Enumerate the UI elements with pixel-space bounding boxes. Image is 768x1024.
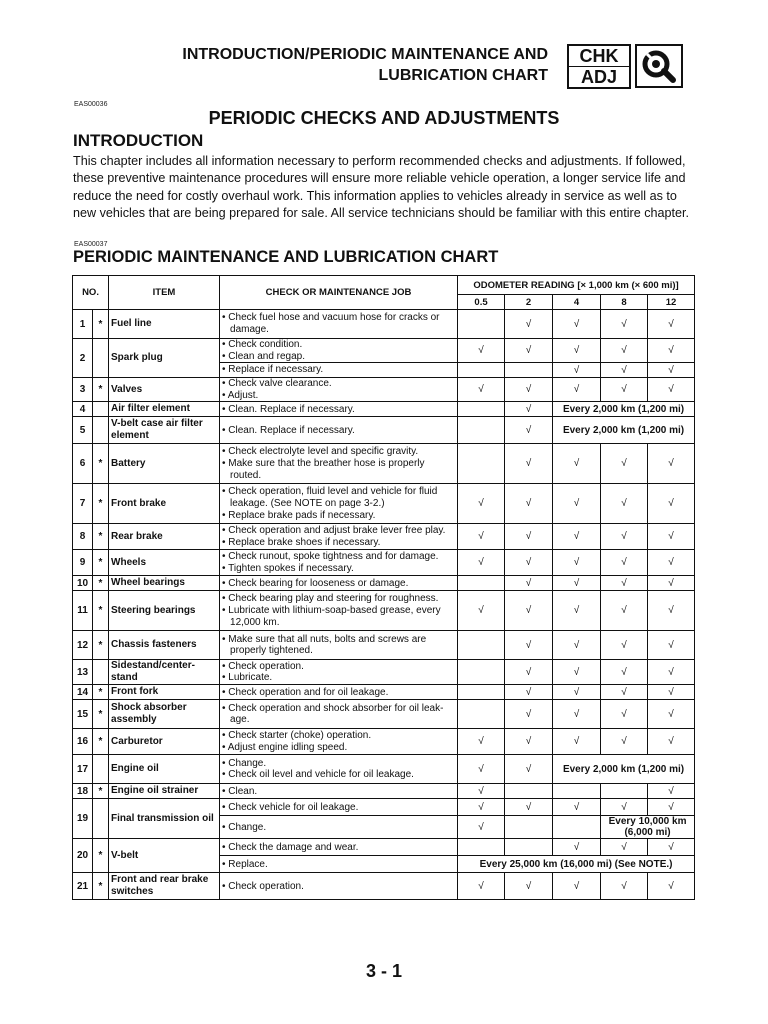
doc-code-2: EAS00037 — [74, 241, 108, 248]
check-cell: √ — [648, 799, 695, 816]
check-cell: √ — [648, 591, 695, 631]
table-row — [73, 417, 695, 444]
table-row — [73, 631, 695, 660]
job-line: • Make sure that all nuts, bolts and screws are properly tightened. — [222, 633, 427, 657]
job-line: • Check fuel hose and vacuum hose for cracks or damage. — [222, 312, 440, 335]
row-star: * — [93, 576, 109, 591]
doc-code-1: EAS00036 — [74, 101, 108, 108]
check-cell: √ — [648, 378, 695, 402]
job-line: • Adjust. — [222, 389, 259, 401]
check-cell: √ — [458, 591, 505, 631]
row-item: Valves — [109, 378, 220, 402]
table-row — [73, 576, 695, 591]
check-cell: √ — [648, 700, 695, 729]
check-cell: √ — [601, 660, 648, 685]
table-row — [73, 799, 695, 816]
check-cell — [505, 784, 553, 799]
check-cell: √ — [601, 700, 648, 729]
row-star: * — [93, 484, 109, 524]
row-number: 2 — [73, 339, 93, 378]
check-cell: √ — [458, 873, 505, 900]
check-cell: √ — [553, 524, 601, 550]
badge-chk: CHK — [567, 44, 631, 67]
table-row — [73, 729, 695, 755]
check-cell: √ — [553, 799, 601, 816]
job-line: • Change. — [222, 757, 267, 769]
odo-col: 2 — [505, 295, 553, 310]
wrench-icon — [635, 44, 683, 88]
job-line: • Clean. Replace if necessary. — [222, 403, 355, 415]
check-cell — [458, 417, 505, 444]
check-cell: √ — [505, 417, 553, 444]
check-cell: √ — [505, 755, 553, 784]
row-item: Spark plug — [109, 339, 220, 378]
check-cell: √ — [648, 339, 695, 363]
check-cell: √ — [601, 799, 648, 816]
row-job — [220, 856, 458, 873]
row-star: * — [93, 310, 109, 339]
row-star: * — [93, 839, 109, 873]
row-job — [220, 363, 458, 378]
check-cell: √ — [505, 799, 553, 816]
page-title: PERIODIC CHECKS AND ADJUSTMENTS — [208, 108, 560, 128]
check-cell: √ — [505, 402, 553, 417]
row-job — [220, 660, 458, 685]
row-star — [93, 660, 109, 685]
job-line: • Clean. — [222, 785, 258, 797]
row-job — [220, 310, 458, 339]
check-cell: √ — [648, 660, 695, 685]
check-cell — [601, 784, 648, 799]
check-cell: √ — [601, 363, 648, 378]
col-job-header: CHECK OR MAINTENANCE JOB — [220, 276, 458, 310]
check-cell: √ — [648, 444, 695, 484]
check-cell: √ — [648, 550, 695, 576]
row-number: 16 — [73, 729, 93, 755]
check-cell: √ — [601, 310, 648, 339]
job-line: • Check valve clearance. — [222, 378, 332, 390]
check-cell: √ — [505, 550, 553, 576]
row-star: * — [93, 729, 109, 755]
check-cell: √ — [648, 310, 695, 339]
check-cell: √ — [601, 339, 648, 363]
job-line: • Lubricate. — [222, 672, 273, 684]
row-number: 8 — [73, 524, 93, 550]
row-star: * — [93, 591, 109, 631]
job-line: • Replace brake shoes if necessary. — [222, 536, 381, 548]
check-cell: √ — [553, 700, 601, 729]
table-row — [73, 685, 695, 700]
job-line: • Check runout, spoke tightness and for damage. — [222, 551, 439, 563]
chart-heading: PERIODIC MAINTENANCE AND LUBRICATION CHART — [73, 248, 499, 266]
col-no-header: NO. — [73, 276, 109, 310]
check-cell: √ — [458, 816, 505, 839]
row-job — [220, 378, 458, 402]
check-cell: √ — [458, 799, 505, 816]
check-cell — [505, 839, 553, 856]
check-cell: √ — [648, 363, 695, 378]
row-number: 5 — [73, 417, 93, 444]
check-cell: √ — [553, 576, 601, 591]
header-title-line1: INTRODUCTION/PERIODIC MAINTENANCE AND — [182, 46, 548, 63]
row-item: Steering bearings — [109, 591, 220, 631]
row-job — [220, 729, 458, 755]
job-line: • Change. — [222, 821, 267, 833]
job-line: • Adjust engine idling speed. — [222, 741, 348, 753]
row-item: Sidestand/center-stand — [109, 660, 220, 685]
row-job — [220, 839, 458, 856]
check-cell — [458, 700, 505, 729]
job-line: • Check electrolyte level and specific gravity. — [222, 446, 419, 458]
row-star: * — [93, 784, 109, 799]
table-row — [73, 700, 695, 729]
table-row — [73, 755, 695, 784]
job-line: • Check condition. — [222, 339, 303, 350]
col-odometer-header: ODOMETER READING [× 1,000 km (× 600 mi)] — [458, 276, 695, 295]
job-line: • Make sure that the breather hose is properly routed. — [222, 458, 425, 481]
row-job — [220, 816, 458, 839]
check-cell: √ — [505, 576, 553, 591]
check-cell: √ — [553, 631, 601, 660]
row-number: 13 — [73, 660, 93, 685]
row-job — [220, 550, 458, 576]
job-line: • Tighten spokes if necessary. — [222, 562, 354, 574]
row-star: * — [93, 524, 109, 550]
row-star: * — [93, 631, 109, 660]
row-star: * — [93, 378, 109, 402]
check-cell: √ — [601, 685, 648, 700]
table-row — [73, 484, 695, 524]
check-cell — [458, 402, 505, 417]
row-item: Wheels — [109, 550, 220, 576]
check-cell: √ — [458, 339, 505, 363]
check-cell — [553, 784, 601, 799]
table-row — [73, 402, 695, 417]
badge-text — [567, 44, 629, 88]
row-number: 19 — [73, 799, 93, 839]
table-row — [73, 310, 695, 339]
check-cell: √ — [458, 378, 505, 402]
row-item: Engine oil strainer — [109, 784, 220, 799]
table-row — [73, 784, 695, 799]
job-line: • Check operation and for oil leakage. — [222, 686, 389, 698]
row-star — [93, 417, 109, 444]
interval-cell: Every 25,000 km (16,000 mi) (See NOTE.) — [458, 856, 695, 873]
job-line: • Check vehicle for oil leakage. — [222, 801, 359, 813]
check-cell: √ — [648, 576, 695, 591]
check-cell: √ — [553, 339, 601, 363]
odo-col: 12 — [648, 295, 695, 310]
row-job — [220, 799, 458, 816]
check-cell: √ — [553, 839, 601, 856]
table-row — [73, 524, 695, 550]
row-job — [220, 685, 458, 700]
check-cell: √ — [648, 839, 695, 856]
row-job — [220, 700, 458, 729]
row-number: 21 — [73, 873, 93, 900]
check-cell: √ — [601, 729, 648, 755]
row-star: * — [93, 550, 109, 576]
job-line: • Replace brake pads if necessary. — [222, 509, 376, 521]
job-line: • Check the damage and wear. — [222, 841, 359, 853]
check-cell: √ — [458, 755, 505, 784]
odo-col: 4 — [553, 295, 601, 310]
row-star — [93, 339, 109, 378]
interval-cell: Every 2,000 km (1,200 mi) — [553, 417, 695, 444]
row-number: 20 — [73, 839, 93, 873]
check-cell — [458, 444, 505, 484]
check-cell: √ — [458, 784, 505, 799]
row-item: Air filter element — [109, 402, 220, 417]
col-item-header: ITEM — [109, 276, 220, 310]
chk-adj-badge — [567, 44, 689, 88]
badge-adj: ADJ — [567, 66, 631, 89]
check-cell — [458, 310, 505, 339]
row-star: * — [93, 685, 109, 700]
check-cell: √ — [505, 444, 553, 484]
job-line: • Clean. Replace if necessary. — [222, 424, 355, 436]
row-number: 14 — [73, 685, 93, 700]
check-cell: √ — [505, 591, 553, 631]
check-cell: √ — [553, 363, 601, 378]
check-cell: √ — [648, 873, 695, 900]
check-cell: √ — [648, 729, 695, 755]
check-cell: √ — [601, 484, 648, 524]
check-cell — [458, 839, 505, 856]
check-cell: √ — [648, 685, 695, 700]
check-cell: √ — [505, 339, 553, 363]
row-star: * — [93, 700, 109, 729]
check-cell: √ — [458, 729, 505, 755]
row-number: 1 — [73, 310, 93, 339]
row-job — [220, 339, 458, 363]
row-star — [93, 755, 109, 784]
header-title-line2: LUBRICATION CHART — [378, 67, 548, 84]
row-number: 18 — [73, 784, 93, 799]
job-line: • Check operation and adjust brake lever free play. — [222, 525, 446, 537]
row-item: Final transmission oil — [109, 799, 220, 839]
check-cell: √ — [553, 378, 601, 402]
odo-col: 8 — [601, 295, 648, 310]
check-cell: √ — [553, 685, 601, 700]
check-cell: √ — [648, 484, 695, 524]
check-cell: √ — [505, 685, 553, 700]
job-line: • Lubricate with lithium-soap-based grease, every 12,000 km. — [222, 605, 441, 628]
row-star — [93, 402, 109, 417]
check-cell: √ — [601, 378, 648, 402]
row-star: * — [93, 873, 109, 900]
job-line: • Check operation and shock absorber for oil leak-age. — [222, 702, 444, 726]
check-cell: √ — [505, 660, 553, 685]
row-item: Engine oil — [109, 755, 220, 784]
check-cell: √ — [458, 524, 505, 550]
job-line: • Check starter (choke) operation. — [222, 730, 372, 742]
row-item: Rear brake — [109, 524, 220, 550]
row-item: Shock absorber assembly — [109, 700, 220, 729]
table-row — [73, 550, 695, 576]
check-cell: √ — [648, 524, 695, 550]
check-cell — [553, 816, 601, 839]
row-number: 12 — [73, 631, 93, 660]
check-cell — [505, 816, 553, 839]
table-row — [73, 839, 695, 856]
check-cell: √ — [505, 873, 553, 900]
table-row — [73, 591, 695, 631]
check-cell: √ — [553, 444, 601, 484]
intro-heading: INTRODUCTION — [73, 131, 204, 150]
row-number: 15 — [73, 700, 93, 729]
check-cell: √ — [553, 729, 601, 755]
check-cell: √ — [505, 524, 553, 550]
row-number: 3 — [73, 378, 93, 402]
check-cell: √ — [458, 484, 505, 524]
check-cell: √ — [553, 310, 601, 339]
row-item: V-belt case air filter element — [109, 417, 220, 444]
check-cell: √ — [553, 660, 601, 685]
row-item: V-belt — [109, 839, 220, 873]
check-cell: √ — [505, 310, 553, 339]
check-cell: √ — [601, 576, 648, 591]
check-cell: √ — [601, 631, 648, 660]
job-line: • Replace. — [222, 858, 268, 870]
row-job — [220, 417, 458, 444]
row-job — [220, 755, 458, 784]
check-cell: √ — [458, 550, 505, 576]
row-number: 4 — [73, 402, 93, 417]
check-cell: √ — [505, 700, 553, 729]
row-item: Carburetor — [109, 729, 220, 755]
row-job — [220, 576, 458, 591]
row-number: 6 — [73, 444, 93, 484]
row-number: 11 — [73, 591, 93, 631]
check-cell — [458, 685, 505, 700]
job-line: • Check operation. — [222, 660, 304, 672]
job-line: • Check oil level and vehicle for oil leakage. — [222, 769, 414, 781]
row-job — [220, 873, 458, 900]
job-line: • Check operation, fluid level and vehicle for fluid leakage. (See NOTE on page 3-2.) — [222, 486, 438, 510]
row-job — [220, 402, 458, 417]
check-cell: √ — [553, 873, 601, 900]
header-title — [28, 44, 548, 86]
row-number: 9 — [73, 550, 93, 576]
check-cell: √ — [648, 631, 695, 660]
check-cell — [458, 631, 505, 660]
row-item: Chassis fasteners — [109, 631, 220, 660]
row-number: 7 — [73, 484, 93, 524]
row-number: 17 — [73, 755, 93, 784]
row-item: Front brake — [109, 484, 220, 524]
check-cell — [458, 576, 505, 591]
row-star: * — [93, 444, 109, 484]
row-job — [220, 631, 458, 660]
table-row — [73, 873, 695, 900]
interval-cell: Every 10,000 km (6,000 mi) — [601, 816, 695, 839]
check-cell: √ — [505, 631, 553, 660]
check-cell: √ — [505, 484, 553, 524]
job-line: • Replace if necessary. — [222, 364, 324, 376]
interval-cell: Every 2,000 km (1,200 mi) — [553, 402, 695, 417]
maintenance-chart — [72, 275, 695, 900]
intro-paragraph: This chapter includes all information necessary to perform recommended checks and adjustments. If followed, these preventive maintenance procedures will ensure more reliable vehicle operation, a longer service life and reduce the need for costly overhaul work. This information applies to vehicles already in service as well as to new vehicles that are being prepared for sale. All service technicians should be familiar with this entire chapter. — [73, 154, 690, 221]
row-job — [220, 591, 458, 631]
check-cell: √ — [601, 839, 648, 856]
job-line: • Check bearing play and steering for roughness. — [222, 593, 439, 605]
check-cell — [458, 660, 505, 685]
job-line: • Check operation. — [222, 880, 304, 892]
row-job — [220, 524, 458, 550]
check-cell: √ — [505, 378, 553, 402]
row-item: Front fork — [109, 685, 220, 700]
check-cell — [505, 363, 553, 378]
table-row — [73, 444, 695, 484]
page-number: 3 - 1 — [365, 961, 403, 981]
table-row — [73, 339, 695, 363]
check-cell: √ — [601, 444, 648, 484]
check-cell: √ — [601, 873, 648, 900]
check-cell: √ — [601, 524, 648, 550]
row-item: Front and rear brake switches — [109, 873, 220, 900]
check-cell: √ — [648, 784, 695, 799]
row-number: 10 — [73, 576, 93, 591]
check-cell: √ — [601, 550, 648, 576]
row-star — [93, 799, 109, 839]
check-cell: √ — [553, 550, 601, 576]
table-row — [73, 378, 695, 402]
check-cell: √ — [601, 591, 648, 631]
table-row — [73, 660, 695, 685]
row-item: Fuel line — [109, 310, 220, 339]
row-item: Wheel bearings — [109, 576, 220, 591]
odo-col: 0.5 — [458, 295, 505, 310]
check-cell: √ — [505, 729, 553, 755]
row-job — [220, 784, 458, 799]
job-line: • Clean and regap. — [222, 350, 306, 362]
row-job — [220, 484, 458, 524]
check-cell: √ — [553, 591, 601, 631]
row-item: Battery — [109, 444, 220, 484]
row-job — [220, 444, 458, 484]
job-line: • Check bearing for looseness or damage. — [222, 577, 409, 589]
interval-cell: Every 2,000 km (1,200 mi) — [553, 755, 695, 784]
check-cell — [458, 363, 505, 378]
check-cell: √ — [553, 484, 601, 524]
